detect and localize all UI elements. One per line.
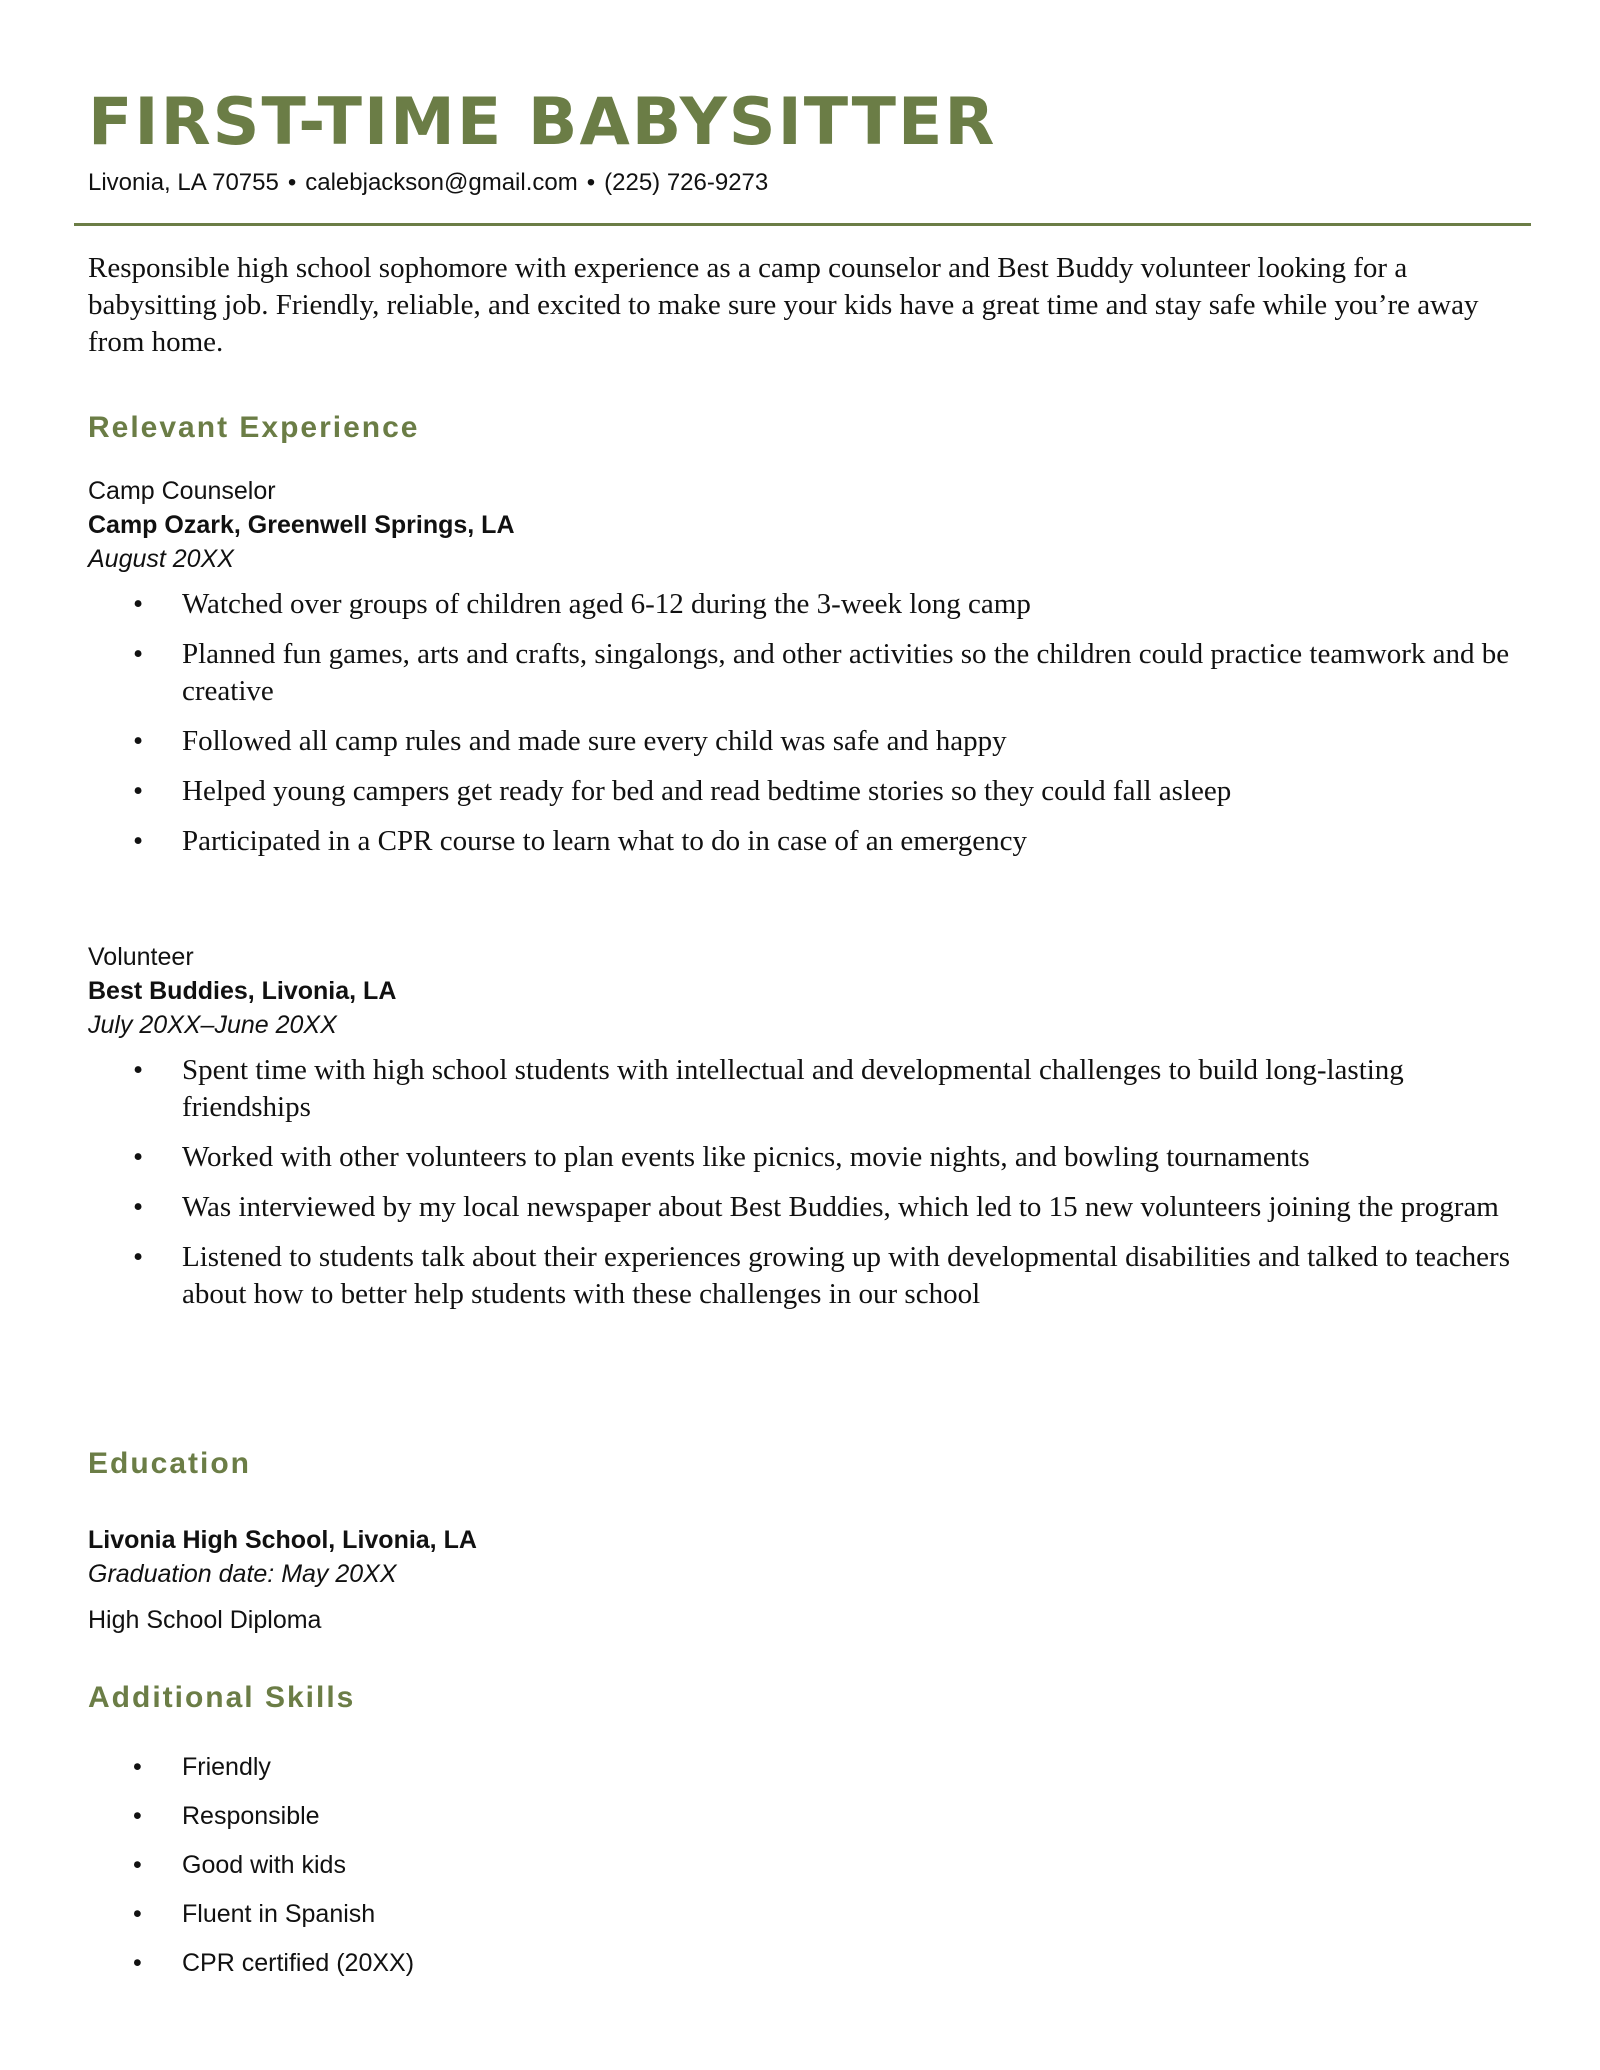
- bullet-icon: •: [133, 1949, 142, 1977]
- bullet-text: Worked with other volunteers to plan events like picnics, movie nights, and bowling tournaments: [182, 1141, 1310, 1173]
- skill-item: [88, 1897, 1528, 1931]
- bullet-icon: •: [133, 1054, 144, 1086]
- job-organization: Camp Ozark, Greenwell Springs, LA: [88, 511, 515, 539]
- header-divider: [74, 223, 1531, 226]
- bullet-item: [88, 723, 1528, 760]
- skill-text: Fluent in Spanish: [182, 1900, 376, 1928]
- bullet-icon: •: [133, 1191, 144, 1223]
- bullet-item: [88, 773, 1528, 810]
- bullet-icon: •: [133, 775, 144, 807]
- bullet-icon: •: [133, 1141, 144, 1173]
- bullet-item: [88, 1052, 1528, 1126]
- bullet-text: Followed all camp rules and made sure every child was safe and happy: [182, 725, 1007, 757]
- job-organization: Best Buddies, Livonia, LA: [88, 977, 397, 1005]
- job-dates: July 20XX–June 20XX: [88, 1011, 337, 1039]
- job-dates: August 20XX: [88, 545, 234, 573]
- school-name: Livonia High School, Livonia, LA: [88, 1526, 477, 1554]
- contact-email: calebjackson@gmail.com: [305, 169, 578, 196]
- skills-entry: [88, 1750, 1528, 1995]
- skill-text: Responsible: [182, 1802, 320, 1830]
- skill-item: [88, 1946, 1528, 1980]
- job-entry-camp-counselor: [88, 474, 1528, 873]
- bullet-item: [88, 823, 1528, 860]
- skill-text: Friendly: [182, 1753, 271, 1781]
- education-entry: [88, 1523, 1528, 1637]
- job-role: Volunteer: [88, 943, 194, 971]
- bullet-item: [88, 636, 1528, 710]
- education-section-title: Education: [88, 1447, 252, 1480]
- bullet-icon: •: [133, 1851, 142, 1879]
- skills-section-title: Additional Skills: [88, 1681, 356, 1714]
- bullet-icon: •: [133, 725, 144, 757]
- contact-separator: •: [287, 169, 297, 196]
- skill-item: [88, 1750, 1528, 1784]
- bullet-icon: •: [133, 825, 144, 857]
- skill-item: [88, 1848, 1528, 1882]
- bullet-icon: •: [133, 638, 144, 670]
- contact-separator: •: [586, 169, 596, 196]
- experience-section-title: Relevant Experience: [88, 411, 420, 444]
- job-bullet-list: [88, 1052, 1528, 1313]
- bullet-item: [88, 1139, 1528, 1176]
- bullet-icon: •: [133, 1802, 142, 1830]
- graduation-date: Graduation date: May 20XX: [88, 1560, 397, 1588]
- bullet-text: Watched over groups of children aged 6-12 during the 3-week long camp: [182, 588, 1031, 620]
- bullet-icon: •: [133, 1753, 142, 1781]
- bullet-text: Helped young campers get ready for bed and read bedtime stories so they could fall asleep: [182, 775, 1232, 807]
- contact-location: Livonia, LA 70755: [88, 169, 279, 196]
- bullet-icon: •: [133, 588, 144, 620]
- bullet-text: Spent time with high school students with intellectual and developmental challenges to build long-lasting friendships: [182, 1054, 1404, 1123]
- degree: High School Diploma: [88, 1606, 322, 1634]
- bullet-text: Was interviewed by my local newspaper about Best Buddies, which led to 15 new volunteers joining the program: [182, 1191, 1499, 1223]
- skill-text: Good with kids: [182, 1851, 346, 1879]
- bullet-item: [88, 1239, 1528, 1313]
- job-role: Camp Counselor: [88, 477, 276, 505]
- bullet-text: Participated in a CPR course to learn what to do in case of an emergency: [182, 825, 1028, 857]
- bullet-item: [88, 586, 1528, 623]
- bullet-text: Planned fun games, arts and crafts, singalongs, and other activities so the children could practice teamwork and be creative: [182, 638, 1510, 707]
- bullet-text: Listened to students talk about their experiences growing up with developmental disabilities and talked to teachers about how to better help students with these challenges in our school: [182, 1241, 1510, 1310]
- job-entry-volunteer: [88, 940, 1528, 1326]
- resume-name-heading: FIRST-TIME BABYSITTER: [88, 85, 997, 160]
- skill-item: [88, 1799, 1528, 1833]
- bullet-icon: •: [133, 1241, 144, 1273]
- bullet-icon: •: [133, 1900, 142, 1928]
- summary-paragraph: Responsible high school sophomore with experience as a camp counselor and Best Buddy volunteer looking for a babysitting job. Friendly, reliable, and excited to make sure your kids have a great time and stay safe while you’re away from home.: [88, 252, 1479, 358]
- bullet-item: [88, 1189, 1528, 1226]
- skill-text: CPR certified (20XX): [182, 1949, 415, 1977]
- skills-list: [88, 1750, 1528, 1980]
- job-bullet-list: [88, 586, 1528, 860]
- contact-phone: (225) 726-9273: [604, 169, 769, 196]
- contact-line: [88, 168, 768, 198]
